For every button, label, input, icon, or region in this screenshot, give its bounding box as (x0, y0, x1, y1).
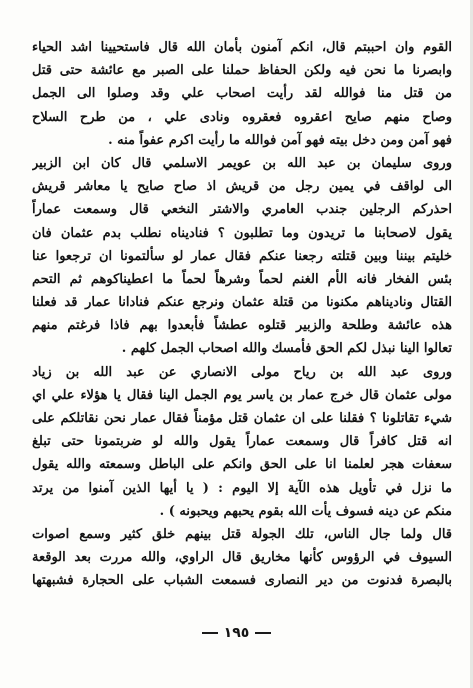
text-line-2: وابصرنا ما نحن فيه ولكن الحفاظ حملنا على الصبر مع عائشة حتى قتل (32, 63, 452, 79)
text-line-9: يقول لاصحابنا ما تريدون وما تطلبون ؟ فناديناه نطلب بدم عثمان فان (32, 225, 452, 241)
text-line-22: قال ولما جال الناس، تلك الجولة قتل بينهم خلق كثير وسمع اصوات (32, 526, 452, 542)
text-line-23: السيوف في الرؤوس كأنها مخاريق قال الراوي، والله مررت بعد الوقعة (32, 550, 452, 566)
text-line-1: القوم وان احببتم قال، انكم آمنون بأمان الله قال فاستحيينا اشد الحياء (32, 40, 452, 55)
footer-dash-right (255, 632, 271, 634)
text-line-19: سعفات هجر لعلمنا انا على الحق وانكم على الباطل وسمعته والله يقول (32, 457, 452, 473)
text-line-4: وصاح منهم صايح اعقروه فعقروه ونادى علي ، من طرح السلاح (32, 109, 452, 125)
text-line-8: احذركم الرجلين جندب العامري والاشتر النخعي قال وسمعت عماراً (32, 202, 452, 218)
text-line-6: وروى سليمان بن عبد الله بن عويمر الاسلمي قال كان ابن الزبير (32, 155, 452, 171)
text-line-13: هذه عائشة وطلحة والزبير قتلوه عطشاً فأبعدوا بهم فاذا فرغتم منهم (32, 318, 452, 334)
page-number: ١٩٥ (223, 625, 250, 641)
text-line-16: مولى عثمان قال خرج عمار بن ياسر يوم الجمل الينا فقال يا هؤلاء علي اي (32, 387, 452, 403)
text-line-18: انه قتل كافراً قال وسمعت عماراً يقول والله لو ضربتمونا حتى تبلغ (32, 434, 452, 450)
text-line-20: ما نزل في تأويل هذه الآية إلا اليوم : ( يا أيها الذين آمنوا من يرتد (32, 480, 452, 496)
page-footer (0, 621, 473, 645)
text-line-21: منكم عن دينه فسوف يأت الله بقوم يحبهم ويحبونه ) . (159, 503, 452, 519)
text-line-15: وروى عبد الله بن رياح مولى الانصاري عن عبد الله بن زياد (32, 364, 452, 380)
text-line-12: القتال وناديناهم مكنونا من قتلة عثمان ونرجع عنكم فنادانا عمار قد فعلنا (32, 295, 452, 311)
text-line-7: الى لواقف في يمين رجل من قريش اذ صاح صايح يا معاشر قريش (32, 179, 452, 195)
text-line-14: تعالوا الينا نبذل لكم الحق فأمسك والله اصحاب الجمل كلهم . (121, 341, 452, 357)
text-line-11: بئس الفخار فانه الأم الغنم لحماً وشرهاً لحماً ما اعطيناكوهم ثم التحم (32, 271, 452, 287)
footer-dash-left (202, 632, 218, 634)
text-line-10: خليتم بيننا وبين قتلته رجعنا عنكم فقال عمار لو سألتمونا ان ترجعوا عنا (32, 248, 452, 264)
text-line-24: بالبصرة فدنوت من دير النصارى فسمعت الشباب على الحجارة فشبهتها (32, 573, 452, 589)
text-line-5: فهو آمن ومن دخل بيته فهو آمن فوالله ما رأيت اكرم عفواً منه . (108, 132, 452, 148)
text-line-17: شيء تقاتلونا ؟ فقلنا على ان عثمان قتل مؤمناً فقال عمار نحن نقاتلكم على (32, 411, 452, 426)
text-line-3: من قتل منا فوالله لقد رأيت اصحاب علي وقد وصلوا الى الجمل (32, 86, 452, 102)
body-text (32, 36, 452, 593)
